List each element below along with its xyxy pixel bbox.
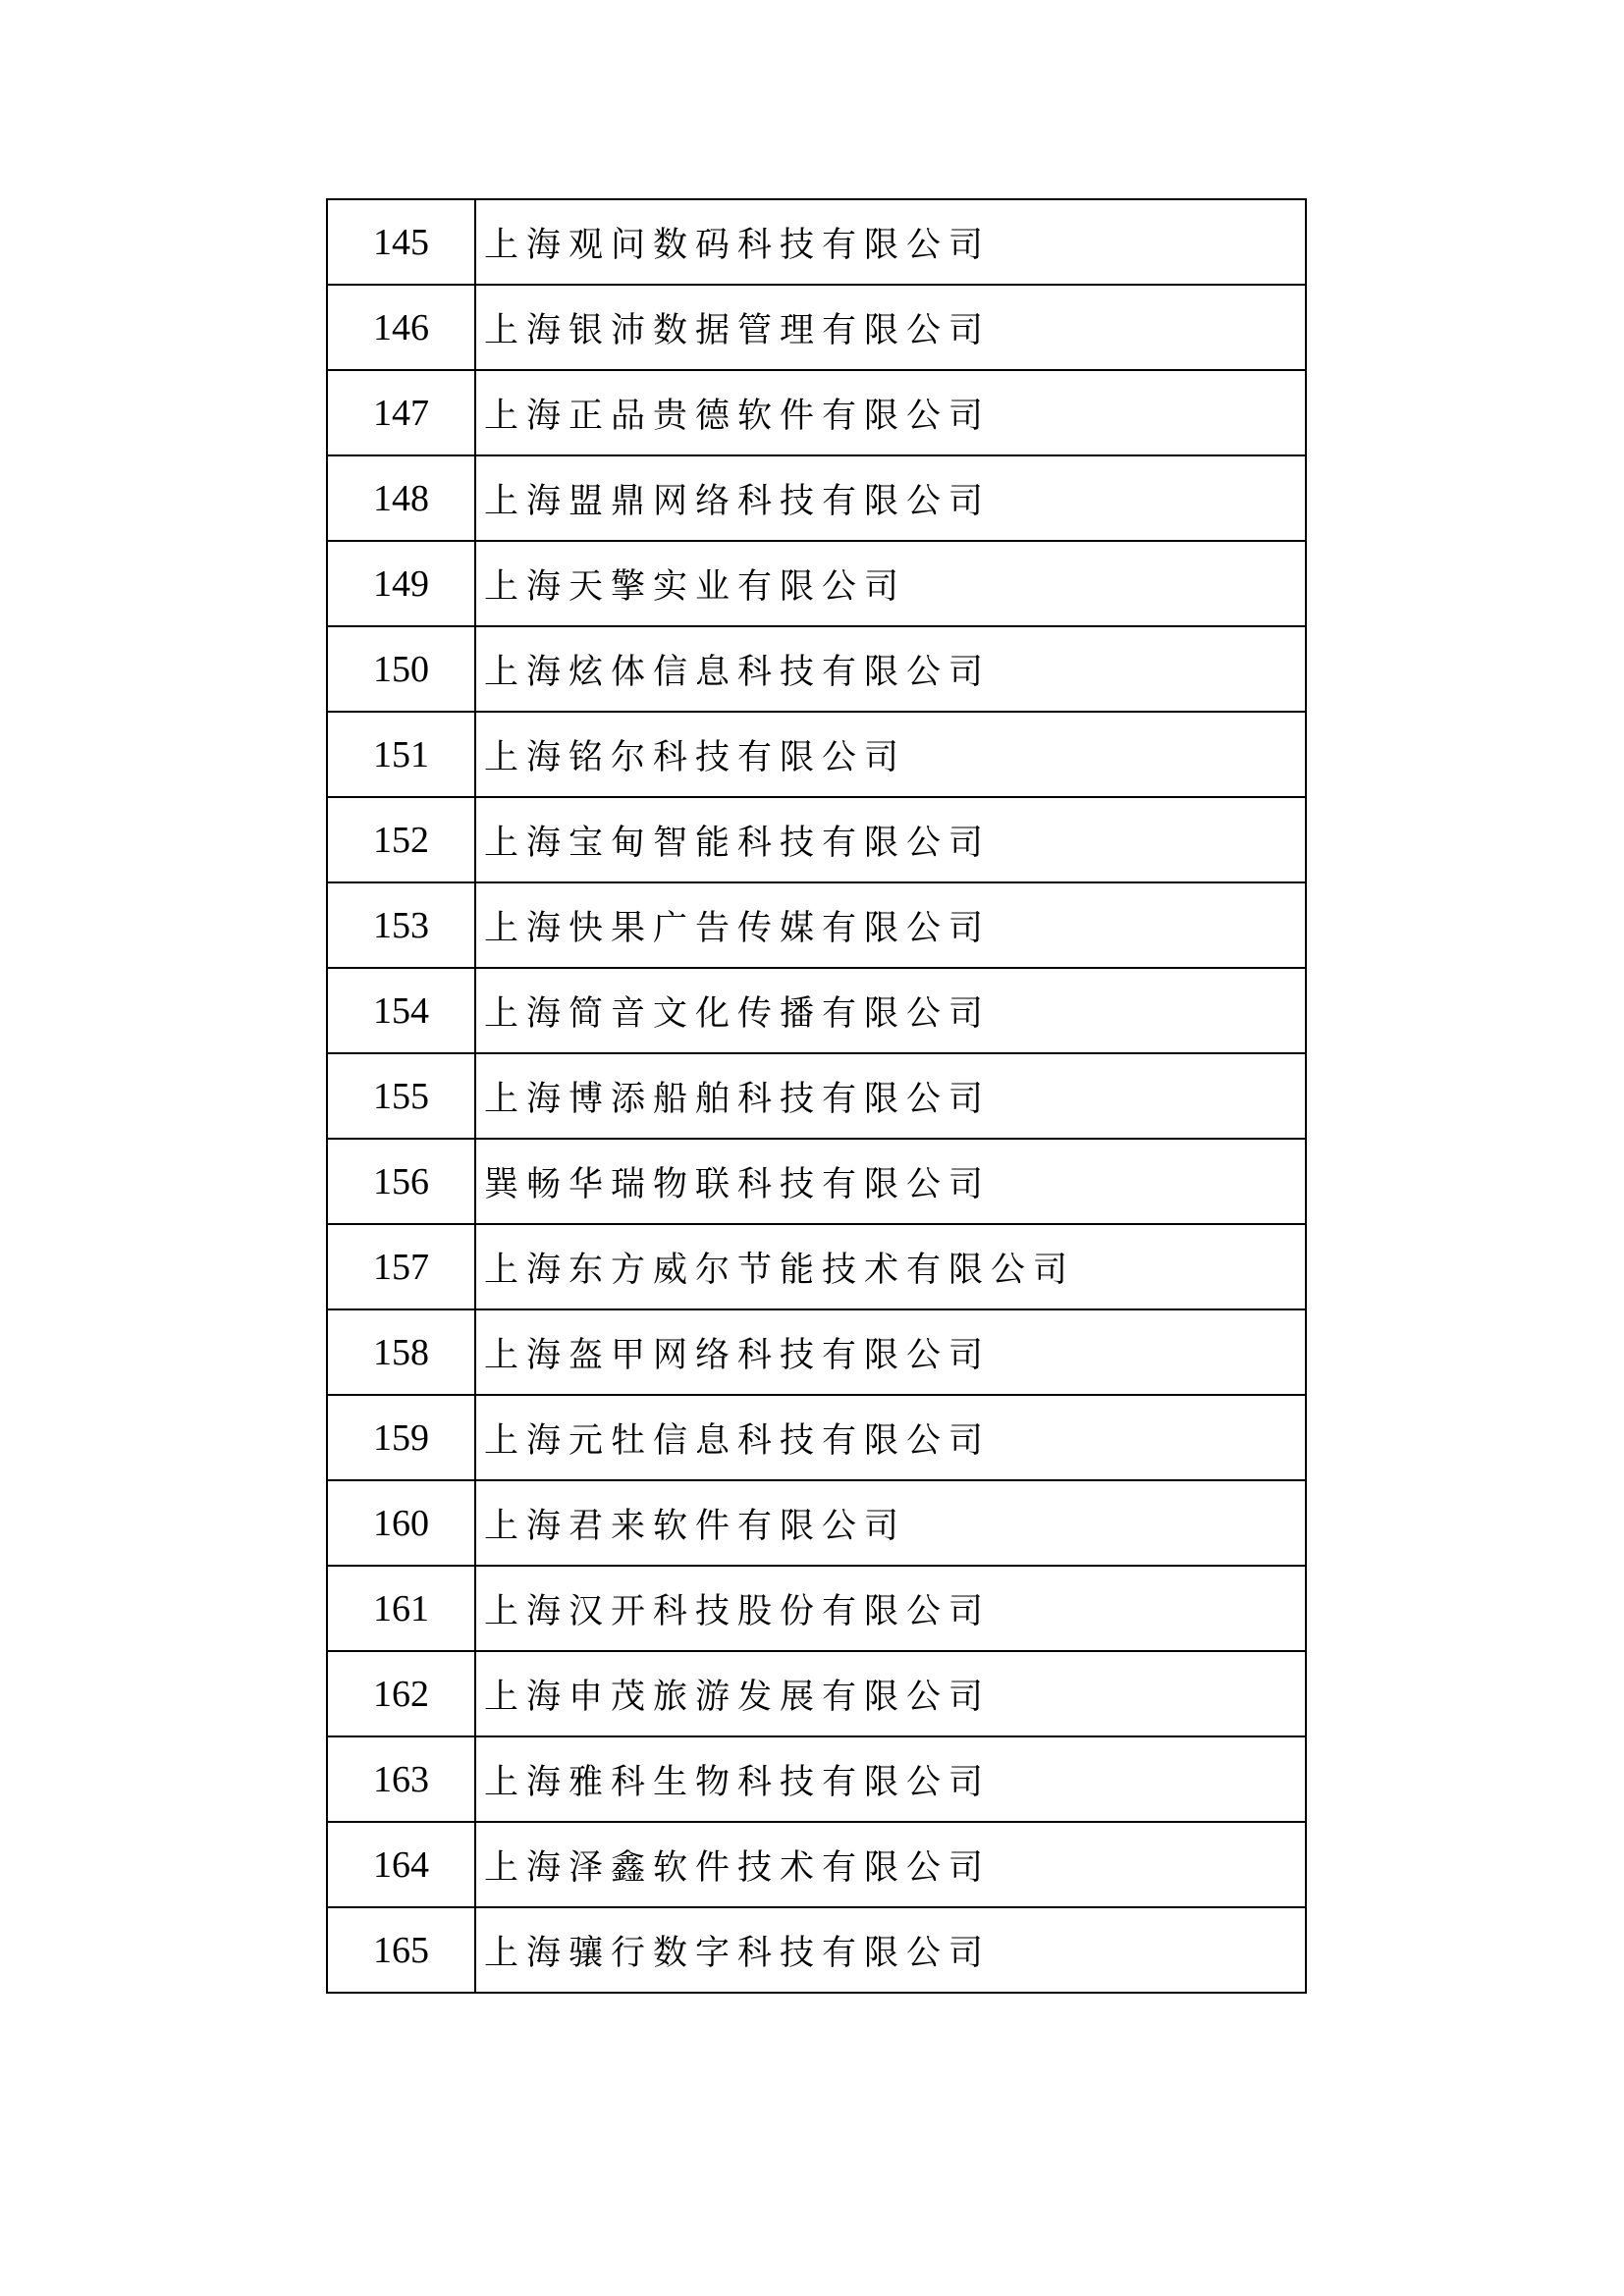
- row-number: 151: [327, 712, 475, 797]
- table-row: [327, 199, 1306, 285]
- row-number: 153: [327, 882, 475, 968]
- company-name: 上海博添船舶科技有限公司: [475, 1053, 1306, 1139]
- company-name: 上海君来软件有限公司: [475, 1480, 1306, 1566]
- table-row: [327, 1651, 1306, 1736]
- row-number: 164: [327, 1822, 475, 1907]
- table-row: [327, 1480, 1306, 1566]
- row-number: 154: [327, 968, 475, 1053]
- company-name: 上海元牡信息科技有限公司: [475, 1395, 1306, 1480]
- company-name: 上海观问数码科技有限公司: [475, 199, 1306, 285]
- row-number: 150: [327, 626, 475, 712]
- table-row: [327, 1822, 1306, 1907]
- table-row: [327, 1053, 1306, 1139]
- company-name: 上海东方威尔节能技术有限公司: [475, 1224, 1306, 1309]
- table-row: [327, 1566, 1306, 1651]
- company-name: 上海炫体信息科技有限公司: [475, 626, 1306, 712]
- row-number: 158: [327, 1309, 475, 1395]
- table-row: [327, 1907, 1306, 1993]
- company-name: 上海银沛数据管理有限公司: [475, 285, 1306, 370]
- table-row: [327, 1224, 1306, 1309]
- company-name: 上海快果广告传媒有限公司: [475, 882, 1306, 968]
- table-row: [327, 1309, 1306, 1395]
- company-name: 上海盟鼎网络科技有限公司: [475, 455, 1306, 541]
- company-name: 上海申茂旅游发展有限公司: [475, 1651, 1306, 1736]
- row-number: 159: [327, 1395, 475, 1480]
- row-number: 155: [327, 1053, 475, 1139]
- row-number: 160: [327, 1480, 475, 1566]
- row-number: 163: [327, 1736, 475, 1822]
- table-row: [327, 712, 1306, 797]
- table-row: [327, 370, 1306, 455]
- company-name: 上海汉开科技股份有限公司: [475, 1566, 1306, 1651]
- company-name: 巽畅华瑞物联科技有限公司: [475, 1139, 1306, 1224]
- table-row: [327, 882, 1306, 968]
- company-name: 上海宝甸智能科技有限公司: [475, 797, 1306, 882]
- row-number: 148: [327, 455, 475, 541]
- table-row: [327, 626, 1306, 712]
- company-name: 上海天擎实业有限公司: [475, 541, 1306, 626]
- table-row: [327, 1395, 1306, 1480]
- table-row: [327, 1736, 1306, 1822]
- company-name: 上海铭尔科技有限公司: [475, 712, 1306, 797]
- row-number: 147: [327, 370, 475, 455]
- row-number: 156: [327, 1139, 475, 1224]
- row-number: 145: [327, 199, 475, 285]
- company-name: 上海雅科生物科技有限公司: [475, 1736, 1306, 1822]
- row-number: 165: [327, 1907, 475, 1993]
- company-list-body: [327, 199, 1306, 1993]
- company-name: 上海正品贵德软件有限公司: [475, 370, 1306, 455]
- company-name: 上海骧行数字科技有限公司: [475, 1907, 1306, 1993]
- row-number: 146: [327, 285, 475, 370]
- table-row: [327, 455, 1306, 541]
- table-row: [327, 1139, 1306, 1224]
- company-list-table: [326, 198, 1307, 1994]
- table-row: [327, 797, 1306, 882]
- table-row: [327, 541, 1306, 626]
- row-number: 152: [327, 797, 475, 882]
- row-number: 162: [327, 1651, 475, 1736]
- company-name: 上海泽鑫软件技术有限公司: [475, 1822, 1306, 1907]
- table-row: [327, 285, 1306, 370]
- company-name: 上海盔甲网络科技有限公司: [475, 1309, 1306, 1395]
- row-number: 161: [327, 1566, 475, 1651]
- company-name: 上海简音文化传播有限公司: [475, 968, 1306, 1053]
- row-number: 149: [327, 541, 475, 626]
- table-row: [327, 968, 1306, 1053]
- row-number: 157: [327, 1224, 475, 1309]
